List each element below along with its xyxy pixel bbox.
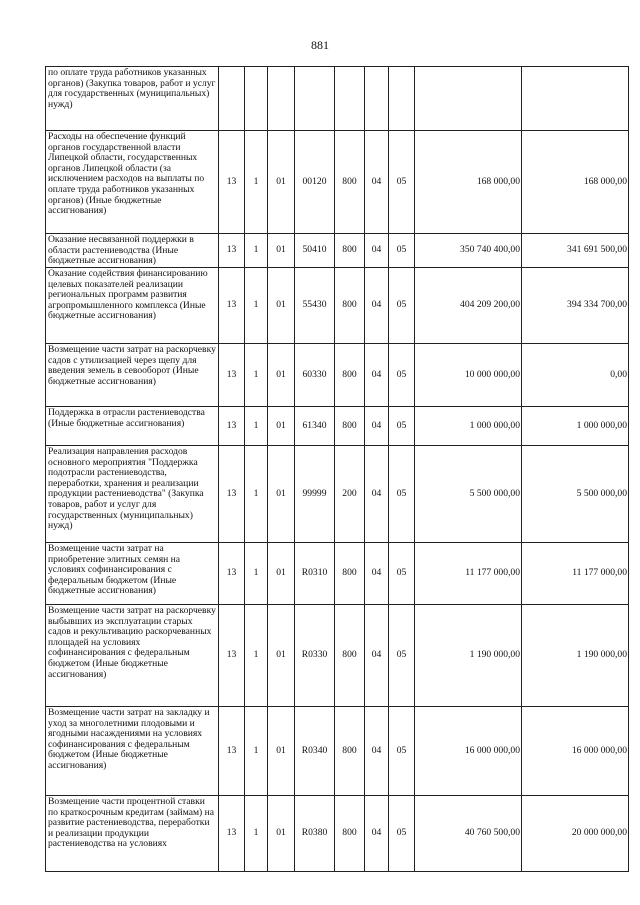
code-expense-type: 800 (335, 131, 365, 234)
code-expense-type: 800 (335, 707, 365, 796)
amount-year-1: 16 000 000,00 (415, 707, 522, 796)
code-program (245, 67, 268, 131)
table-row (46, 796, 629, 872)
table-row (46, 446, 629, 543)
code-direction: R0310 (295, 543, 335, 605)
amount-year-1: 1 190 000,00 (415, 605, 522, 707)
code-subsection: 05 (389, 234, 415, 268)
code-admin: 13 (219, 543, 245, 605)
amount-year-2: 1 000 000,00 (522, 407, 629, 446)
table-row (46, 234, 629, 268)
code-direction: 50410 (295, 234, 335, 268)
table-row (46, 543, 629, 605)
code-admin (219, 67, 245, 131)
code-admin: 13 (219, 268, 245, 344)
amount-year-2: 0,00 (522, 344, 629, 407)
row-name: Поддержка в отрасли растениеводства (Иные бюджетные ассигнования) (46, 407, 219, 446)
amount-year-1: 10 000 000,00 (415, 344, 522, 407)
amount-year-2: 16 000 000,00 (522, 707, 629, 796)
amount-year-1: 5 500 000,00 (415, 446, 522, 543)
table-row (46, 268, 629, 344)
amount-year-1: 1 000 000,00 (415, 407, 522, 446)
amount-year-2: 1 190 000,00 (522, 605, 629, 707)
table-row (46, 344, 629, 407)
code-subsection: 05 (389, 796, 415, 872)
code-program: 1 (245, 344, 268, 407)
code-direction: 61340 (295, 407, 335, 446)
amount-year-2: 11 177 000,00 (522, 543, 629, 605)
code-program: 1 (245, 407, 268, 446)
row-name: по оплате труда работников указанных органов) (Закупка товаров, работ и услуг для государственных (муниципальных) нужд) (46, 67, 219, 131)
amount-year-2: 20 000 000,00 (522, 796, 629, 872)
code-program: 1 (245, 605, 268, 707)
code-subsection: 05 (389, 543, 415, 605)
code-subprogram: 01 (268, 407, 295, 446)
code-subsection (389, 67, 415, 131)
code-section: 04 (365, 131, 389, 234)
code-expense-type: 800 (335, 796, 365, 872)
code-subprogram: 01 (268, 131, 295, 234)
code-program: 1 (245, 543, 268, 605)
row-name: Расходы на обеспечение функций органов государственной власти Липецкой области, государственных органов Липецкой области (за исключением расходов на выплаты по оплате труда работников указанных органов) (Иные бюджетные ассигнования) (46, 131, 219, 234)
code-admin: 13 (219, 446, 245, 543)
table-row (46, 131, 629, 234)
table-row (46, 605, 629, 707)
code-direction: 60330 (295, 344, 335, 407)
code-subsection: 05 (389, 605, 415, 707)
code-program: 1 (245, 234, 268, 268)
code-expense-type: 800 (335, 605, 365, 707)
code-subprogram: 01 (268, 543, 295, 605)
row-name: Реализация направления расходов основного мероприятия "Поддержка подотрасли растениеводства, переработки, хранения и реализации продукции растениеводства" (Закупка товаров, работ и услуг для государственных (муниципальных) нужд) (46, 446, 219, 543)
row-name: Возмещение части затрат на закладку и уход за многолетними плодовыми и ягодными насаждениями на условиях софинансирования с федеральным бюджетом (Иные бюджетные ассигнования) (46, 707, 219, 796)
code-direction: R0330 (295, 605, 335, 707)
amount-year-1: 168 000,00 (415, 131, 522, 234)
code-direction (295, 67, 335, 131)
amount-year-1 (415, 67, 522, 131)
row-name: Оказание содействия финансированию целевых показателей реализации региональных программ развития агропромышленного комплекса (Иные бюджетные ассигнования) (46, 268, 219, 344)
code-expense-type: 800 (335, 234, 365, 268)
code-subsection: 05 (389, 344, 415, 407)
code-program: 1 (245, 707, 268, 796)
row-name: Возмещение части затрат на раскорчевку выбывших из эксплуатации старых садов и рекультивацию раскорчеванных площадей на условиях софинансирования с федеральным бюджетом (Иные бюджетные ассигнования) (46, 605, 219, 707)
budget-table-body (46, 67, 629, 872)
code-subsection: 05 (389, 268, 415, 344)
code-admin: 13 (219, 605, 245, 707)
amount-year-1: 350 740 400,00 (415, 234, 522, 268)
code-admin: 13 (219, 796, 245, 872)
amount-year-2 (522, 67, 629, 131)
table-row (46, 67, 629, 131)
code-subsection: 05 (389, 407, 415, 446)
code-admin: 13 (219, 234, 245, 268)
amount-year-1: 11 177 000,00 (415, 543, 522, 605)
code-admin: 13 (219, 707, 245, 796)
code-subprogram: 01 (268, 234, 295, 268)
amount-year-2: 341 691 500,00 (522, 234, 629, 268)
code-direction: 55430 (295, 268, 335, 344)
code-admin: 13 (219, 131, 245, 234)
code-subprogram (268, 67, 295, 131)
code-section: 04 (365, 407, 389, 446)
code-section: 04 (365, 707, 389, 796)
code-section: 04 (365, 543, 389, 605)
table-row (46, 407, 629, 446)
row-name: Возмещение части процентной ставки по краткосрочным кредитам (займам) на развитие растениеводства, переработки и реализации продукции растениеводства на условиях (46, 796, 219, 872)
row-name: Возмещение части затрат на раскорчевку садов с утилизацией через щепу для введения земель в севооборот (Иные бюджетные ассигнования) (46, 344, 219, 407)
row-name: Оказание несвязанной поддержки в области растениеводства (Иные бюджетные ассигнования) (46, 234, 219, 268)
code-direction: R0380 (295, 796, 335, 872)
code-admin: 13 (219, 407, 245, 446)
budget-table (45, 66, 629, 872)
amount-year-2: 5 500 000,00 (522, 446, 629, 543)
code-section (365, 67, 389, 131)
code-expense-type: 800 (335, 268, 365, 344)
code-subsection: 05 (389, 131, 415, 234)
page-number: 881 (311, 38, 329, 52)
code-expense-type (335, 67, 365, 131)
code-subprogram: 01 (268, 344, 295, 407)
amount-year-1: 404 209 200,00 (415, 268, 522, 344)
code-section: 04 (365, 796, 389, 872)
code-direction: R0340 (295, 707, 335, 796)
code-direction: 00120 (295, 131, 335, 234)
code-section: 04 (365, 446, 389, 543)
code-expense-type: 800 (335, 344, 365, 407)
amount-year-1: 40 760 500,00 (415, 796, 522, 872)
row-name: Возмещение части затрат на приобретение элитных семян на условиях софинансирования с федеральным бюджетом (Иные бюджетные ассигнования) (46, 543, 219, 605)
code-section: 04 (365, 268, 389, 344)
code-direction: 99999 (295, 446, 335, 543)
code-section: 04 (365, 344, 389, 407)
amount-year-2: 394 334 700,00 (522, 268, 629, 344)
code-subprogram: 01 (268, 707, 295, 796)
code-subprogram: 01 (268, 268, 295, 344)
table-row (46, 707, 629, 796)
code-subsection: 05 (389, 707, 415, 796)
code-subsection: 05 (389, 446, 415, 543)
code-expense-type: 200 (335, 446, 365, 543)
amount-year-2: 168 000,00 (522, 131, 629, 234)
code-subprogram: 01 (268, 605, 295, 707)
code-expense-type: 800 (335, 407, 365, 446)
code-section: 04 (365, 605, 389, 707)
code-program: 1 (245, 268, 268, 344)
code-program: 1 (245, 796, 268, 872)
code-program: 1 (245, 446, 268, 543)
code-admin: 13 (219, 344, 245, 407)
code-subprogram: 01 (268, 796, 295, 872)
code-expense-type: 800 (335, 543, 365, 605)
code-subprogram: 01 (268, 446, 295, 543)
code-program: 1 (245, 131, 268, 234)
code-section: 04 (365, 234, 389, 268)
